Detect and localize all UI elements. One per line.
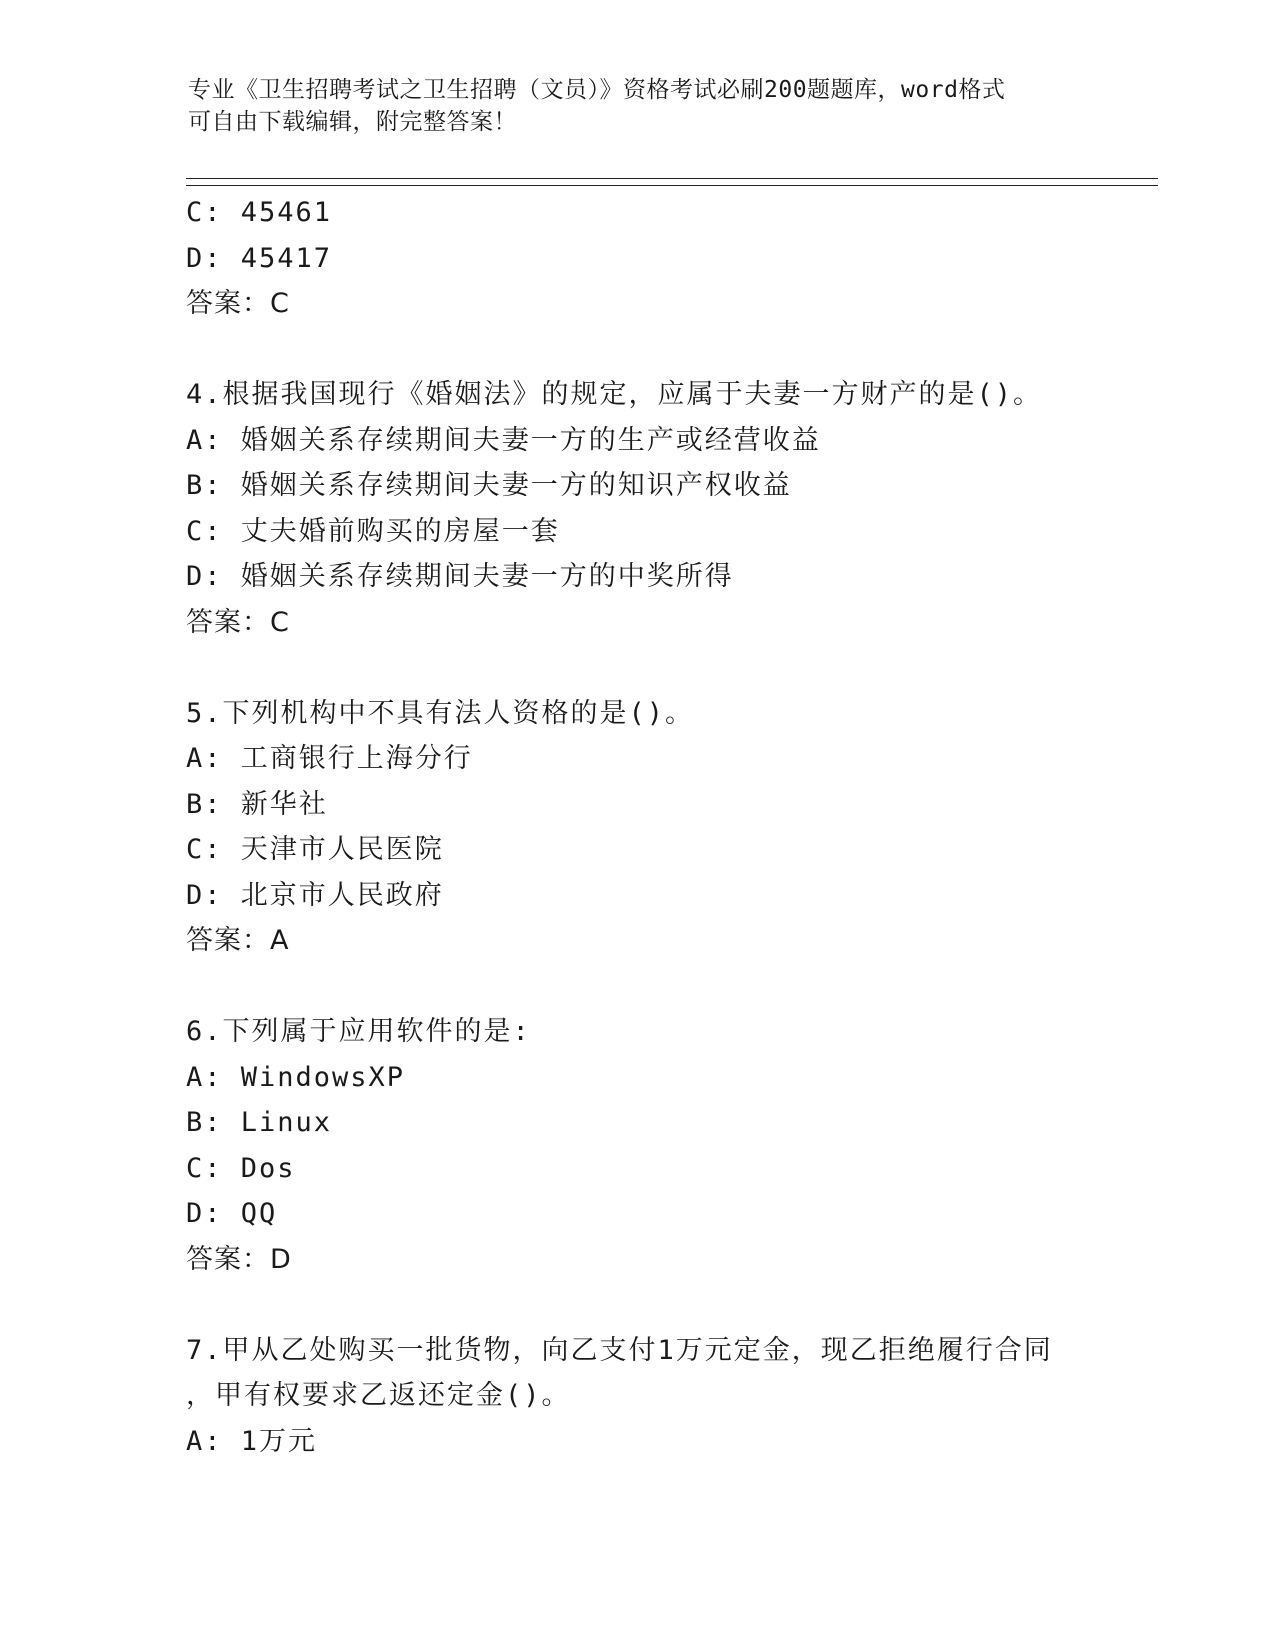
header-divider <box>186 178 1158 186</box>
question-list <box>186 190 1126 1509</box>
header-line-2: 可自由下载编辑，附完整答案！ <box>188 109 517 135</box>
question-text-line-2: ，甲有权要求乙返还定金()。 <box>186 1380 571 1411</box>
option-b: B: 婚姻关系存续期间夫妻一方的知识产权收益 <box>186 470 792 501</box>
question-5 <box>186 691 1126 965</box>
answer: 答案：C <box>186 288 290 319</box>
option-b: B: Linux <box>186 1107 333 1138</box>
question-text: 5.下列机构中不具有法人资格的是()。 <box>186 697 695 729</box>
option-a: A: 工商银行上海分行 <box>186 743 473 774</box>
option-d: D: 45417 <box>186 242 333 274</box>
question-7 <box>186 1328 1126 1465</box>
document-header <box>188 74 1068 138</box>
option-b: B: 新华社 <box>186 788 328 820</box>
question-3-tail <box>186 190 1126 327</box>
option-c: C: 天津市人民医院 <box>186 834 444 865</box>
question-6 <box>186 1009 1126 1283</box>
question-4 <box>186 372 1126 646</box>
option-c: C: 丈夫婚前购买的房屋一套 <box>186 515 560 547</box>
option-a: A: 婚姻关系存续期间夫妻一方的生产或经营收益 <box>186 424 821 456</box>
option-c: C: 45461 <box>186 197 333 228</box>
answer: 答案：D <box>186 1243 292 1275</box>
header-line-1: 专业《卫生招聘考试之卫生招聘（文员）》资格考试必刷200题题库，word格式 <box>188 77 1006 103</box>
option-a: A: WindowsXP <box>186 1061 406 1093</box>
question-text-line-1: 7.甲从乙处购买一批货物，向乙支付1万元定金，现乙拒绝履行合同 <box>186 1334 1053 1366</box>
option-d: D: 婚姻关系存续期间夫妻一方的中奖所得 <box>186 561 734 592</box>
answer: 答案：A <box>186 925 290 956</box>
question-text: 6.下列属于应用软件的是: <box>186 1016 531 1047</box>
option-d: D: 北京市人民政府 <box>186 879 444 911</box>
option-d: D: QQ <box>186 1198 278 1229</box>
option-a: A: 1万元 <box>186 1425 318 1457</box>
question-text: 4.根据我国现行《婚姻法》的规定，应属于夫妻一方财产的是()。 <box>186 379 1043 410</box>
option-c: C: Dos <box>186 1152 296 1184</box>
answer: 答案：C <box>186 606 290 638</box>
